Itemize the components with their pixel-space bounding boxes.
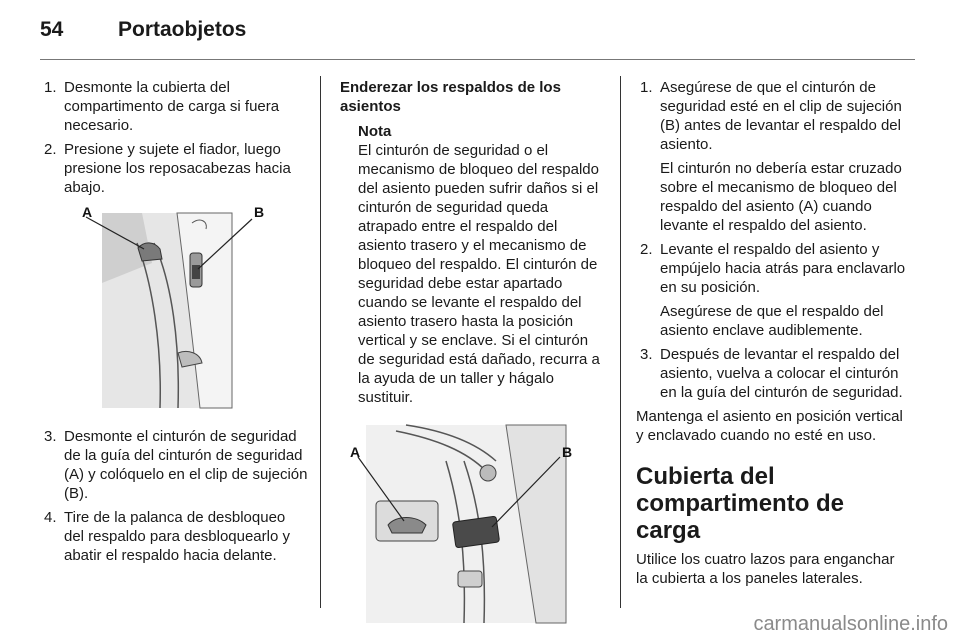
watermark: carmanualsonline.info xyxy=(753,613,948,635)
column-divider-2 xyxy=(620,76,621,608)
page-title: Portaobjetos xyxy=(118,18,247,41)
subheading: Enderezar los respaldos de los asientos xyxy=(340,79,561,115)
section-title: Cubierta del compartimento de carga xyxy=(636,463,845,544)
list-item: 2. Presione y sujete el fiador, luego presione los reposacabezas hacia abajo. xyxy=(44,141,291,196)
list-item: 1. Desmonte la cubierta del compartimento de carga si fuera necesario. xyxy=(44,79,280,134)
steps-list-b xyxy=(40,427,308,565)
left-column xyxy=(40,78,308,570)
list-item: 3. Desmonte el cinturón de seguridad de la guía del cinturón de seguridad (A) y colóquelo en el clip de sujeción (B). xyxy=(44,428,308,502)
headrest-latch-figure xyxy=(82,203,272,413)
note-text: El cinturón de seguridad o el mecanismo de bloqueo del respaldo del asiento pueden sufrir daños si el cinturón de seguridad queda atrapado entre el respaldo del asiento trasero y el mecanismo de bloqueo del respaldo. El cinturón de seguridad debe estar apartado cuando se levante el respaldo del asiento trasero hasta la posición vertical y se enclave. Si el cinturón de seguridad está dañado, recurra a la ayuda de un taller y hágalo sustituir. xyxy=(358,142,600,406)
middle-column xyxy=(340,78,608,626)
figure-label-b: B xyxy=(254,204,265,220)
list-item: 2. Levante el respaldo del asiento y empújelo hacia atrás para enclavarlo en su posición. Asegúrese de que el respaldo del asiento enclave audiblemente. xyxy=(640,241,906,339)
steps-list xyxy=(636,78,906,402)
page-header xyxy=(0,0,960,60)
note-heading: Nota xyxy=(358,123,392,140)
right-column xyxy=(636,78,906,588)
figure-label-b: B xyxy=(562,444,573,460)
seatbelt-clip-figure xyxy=(346,421,586,626)
column-divider-1 xyxy=(320,76,321,608)
closing-paragraph: Mantenga el asiento en posición vertical y enclavado cuando no esté en uso. xyxy=(636,408,903,444)
list-item: 4. Tire de la palanca de desbloqueo del respaldo para desbloquearlo y abatir el respaldo hacia delante. xyxy=(44,509,290,564)
section-text: Utilice los cuatro lazos para enganchar la cubierta a los paneles laterales. xyxy=(636,551,895,587)
steps-list-a xyxy=(40,78,308,197)
list-item: 1. Asegúrese de que el cinturón de seguridad esté en el clip de sujeción (B) antes de levantar el respaldo del asiento. El cinturón no debería estar cruzado sobre el mecanismo de bloqueo del respaldo del asiento (A) cuando levante el respaldo del asiento. xyxy=(640,79,902,234)
page-number: 54 xyxy=(40,18,64,41)
list-item: 3. Después de levantar el respaldo del asiento, vuelva a colocar el cinturón en la guía del cinturón de seguridad. xyxy=(640,346,903,401)
figure-label-a: A xyxy=(350,444,361,460)
figure-label-a: A xyxy=(82,204,93,220)
header-rule xyxy=(40,59,915,60)
